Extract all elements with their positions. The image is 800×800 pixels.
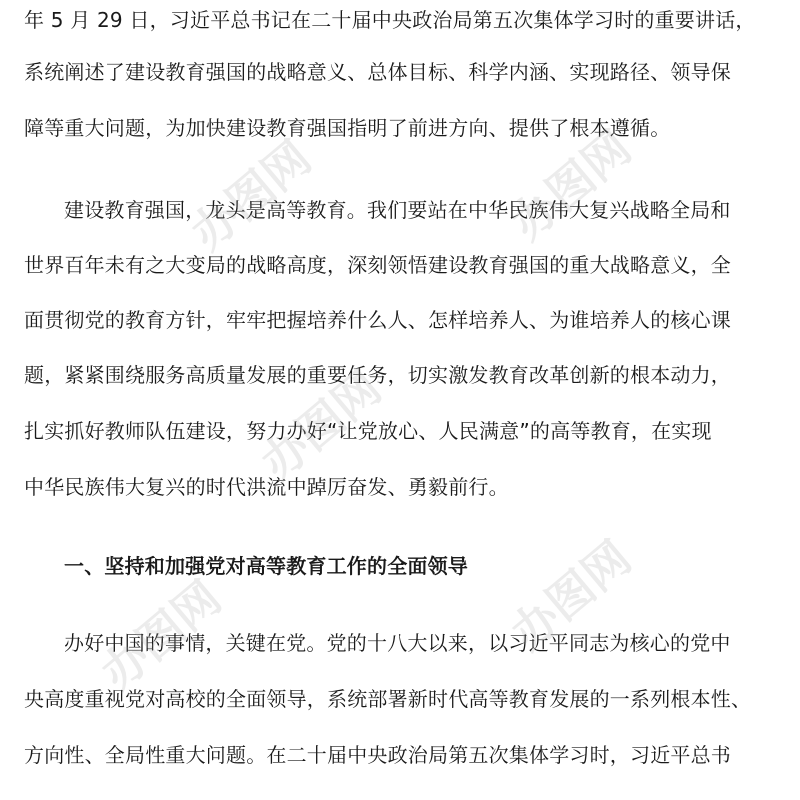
- paragraph-2-line-4: 题，紧紧围绕服务高质量发展的重要任务，切实激发教育改革创新的根本动力，: [24, 363, 731, 387]
- paragraph-2-line-2: 世界百年未有之大变局的战略高度，深刻领悟建设教育强国的重大战略意义，全: [24, 253, 731, 277]
- paragraph-2-line-3: 面贯彻党的教育方针，牢牢把握培养什么人、怎样培养人、为谁培养人的核心课: [24, 308, 731, 332]
- paragraph-2-line-5: 扎实抓好教师队伍建设，努力办好“让党放心、人民满意”的高等教育，在实现: [24, 419, 712, 443]
- watermark: 办图网: [90, 570, 232, 701]
- paragraph-2-line-6: 中华民族伟大复兴的时代洪流中踔厉奋发、勇毅前行。: [24, 475, 509, 499]
- paragraph-3-line-1: 办好中国的事情，关键在党。党的十八大以来，以习近平同志为核心的党中: [64, 631, 731, 655]
- watermark: 办图网: [180, 130, 322, 261]
- paragraph-1-line-1: 年 5 月 29 日，习近平总书记在二十届中央政治局第五次集体学习时的重要讲话，: [24, 8, 756, 32]
- watermark: 办图网: [250, 360, 392, 491]
- paragraph-2-line-1: 建设教育强国，龙头是高等教育。我们要站在中华民族伟大复兴战略全局和: [64, 198, 731, 222]
- paragraph-1-line-3: 障等重大问题，为加快建设教育强国指明了前进方向、提供了根本遵循。: [24, 116, 671, 140]
- section-heading: 一、坚持和加强党对高等教育工作的全面领导: [64, 554, 468, 578]
- watermark: 办图网: [500, 120, 642, 251]
- paragraph-3-line-2: 央高度重视党对高校的全面领导，系统部署新时代高等教育发展的一系列根本性、: [24, 687, 752, 711]
- paragraph-1-line-2: 系统阐述了建设教育强国的战略意义、总体目标、科学内涵、实现路径、领导保: [24, 60, 731, 84]
- paragraph-3-line-3: 方向性、全局性重大问题。在二十届中央政治局第五次集体学习时，习近平总书: [24, 743, 731, 767]
- watermark: 办图网: [500, 530, 642, 661]
